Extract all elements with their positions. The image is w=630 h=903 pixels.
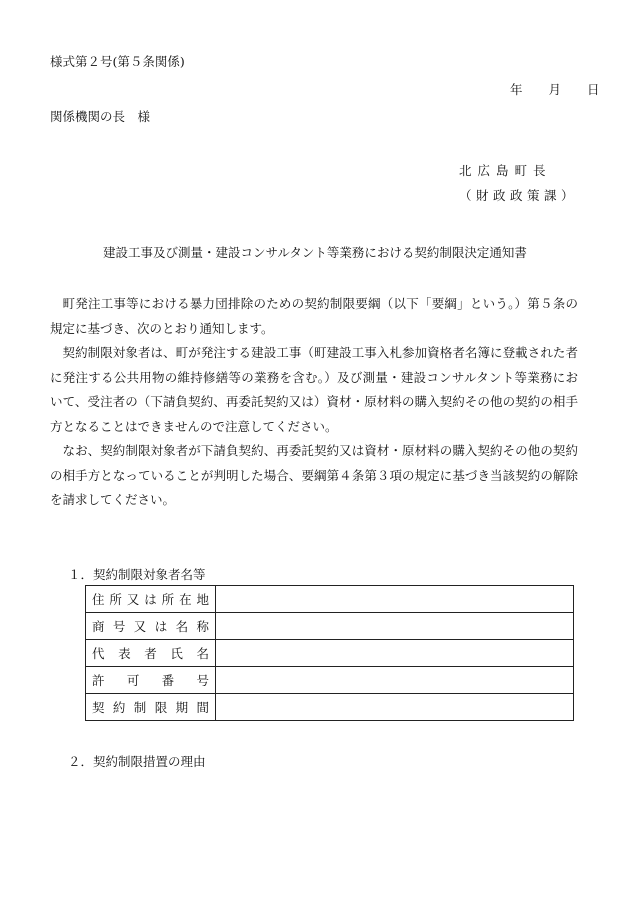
sender-department: （財政政策課） bbox=[459, 188, 579, 203]
row-label: 住所又は所在地 bbox=[86, 586, 216, 613]
paragraph: 契約制限対象者は、町が発注する建設工事（町建設工事入札参加資格者名簿に登載された者に発注する公共用物の維持修繕等の業務を含む。）及び測量・建設コンサルタント等業務において、受注者の（下請負契約、再委託契約又は）資材・原材料の購入契約その他の契約の相手方となることはできませんので注意してください。 bbox=[50, 345, 578, 434]
table-row bbox=[86, 694, 574, 721]
paragraph: 町発注工事等における暴力団排除のための契約制限要綱（以下「要綱」という。）第５条の規定に基づき、次のとおり通知します。 bbox=[50, 296, 578, 336]
body-text bbox=[50, 292, 578, 513]
recipient: 関係機関の長 様 bbox=[50, 109, 151, 124]
date-month: 月 bbox=[548, 82, 562, 97]
table-row bbox=[86, 667, 574, 694]
row-label: 商号又は名称 bbox=[86, 613, 216, 640]
section-1-heading: １．契約制限対象者名等 bbox=[68, 567, 206, 582]
target-info-table bbox=[85, 585, 574, 721]
section-2-heading: ２．契約制限措置の理由 bbox=[68, 754, 206, 769]
table-row bbox=[86, 586, 574, 613]
sender-name: 北広島町長 bbox=[459, 163, 552, 178]
table-row bbox=[86, 613, 574, 640]
date-line bbox=[510, 80, 600, 98]
paragraph: なお、契約制限対象者が下請負契約、再委託契約又は資材・原材料の購入契約その他の契約の相手方となっていることが判明した場合、要綱第４条第３項の規定に基づき当該契約の解除を請求してください。 bbox=[50, 443, 578, 507]
row-value bbox=[216, 694, 574, 721]
row-value bbox=[216, 613, 574, 640]
document-title: 建設工事及び測量・建設コンサルタント等業務における契約制限決定通知書 bbox=[103, 245, 527, 260]
row-value bbox=[216, 667, 574, 694]
row-value bbox=[216, 640, 574, 667]
form-number: 様式第２号(第５条関係) bbox=[50, 54, 185, 69]
row-label: 契約制限期間 bbox=[86, 694, 216, 721]
table-row bbox=[86, 640, 574, 667]
row-value bbox=[216, 586, 574, 613]
date-day: 日 bbox=[587, 82, 600, 97]
row-label: 代表者氏名 bbox=[86, 640, 216, 667]
date-year: 年 bbox=[510, 82, 523, 97]
row-label: 許可番号 bbox=[86, 667, 216, 694]
